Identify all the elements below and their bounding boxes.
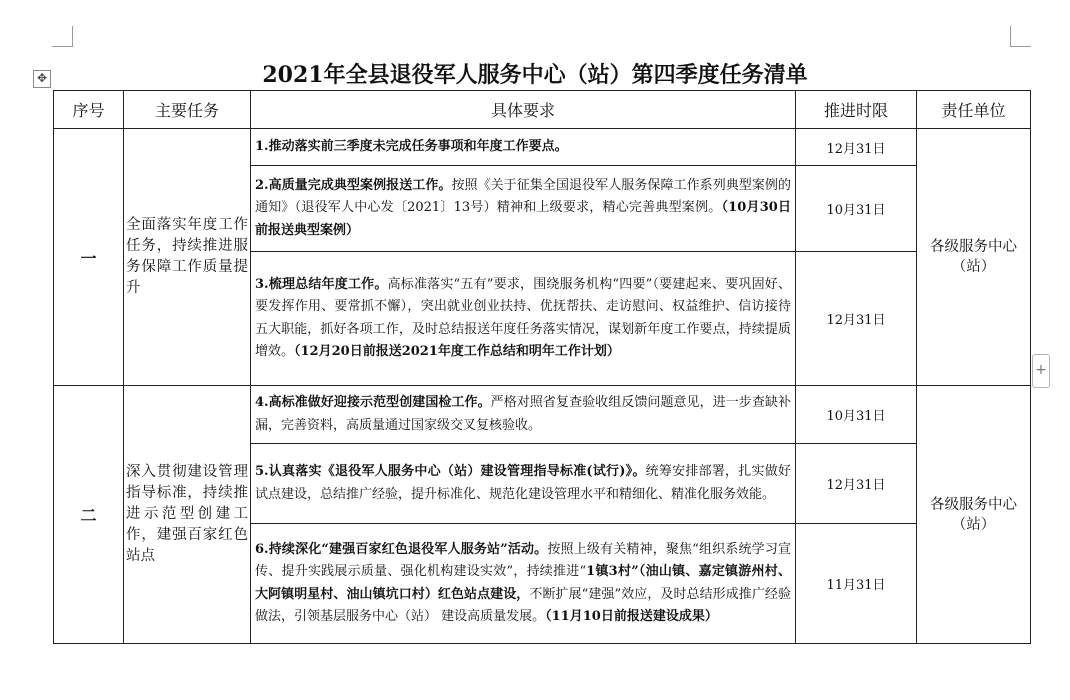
requirement-body: 严格对照省复查验收组反馈问题意见，进一步查缺补漏，完善资料，高质量通过国家级交叉复核验收。: [255, 395, 791, 433]
deadline-cell: 10月31日: [796, 166, 917, 252]
requirement-cell: [251, 524, 796, 644]
requirement-deadline-note: （10月30日前报送典型案例）: [255, 200, 791, 238]
table-header-row: [54, 91, 1031, 129]
table-move-handle-icon[interactable]: ✥: [33, 70, 51, 88]
deadline-cell: 12月31日: [796, 252, 917, 386]
requirement-cell: [251, 166, 796, 252]
requirement-deadline-note: （11月10日前报送建设成果）: [545, 609, 718, 624]
main-task-cell: 深入贯彻建设管理指导标准，持续推进示范型创建工作，建强百家红色站点: [124, 386, 251, 644]
crop-mark-top-left: [52, 26, 73, 47]
requirement-body: 高标准落实“五有”要求，围绕服务机构“四要”（要建起来、要巩固好、要发挥作用、要常抓不懈），突出就业创业扶持、优抚帮扶、走访慰问、权益维护、信访接待五大职能，抓好各项工作，及时总结报送年度任务落实情况，谋划新年度工作要点，持续提质增效。: [255, 276, 791, 359]
header-requirement: 具体要求: [251, 91, 796, 129]
header-main-task: 主要任务: [124, 91, 251, 129]
requirement-cell: [251, 129, 796, 166]
crop-mark-top-right: [1010, 26, 1031, 47]
deadline-cell: 12月31日: [796, 129, 917, 166]
requirement-heading: 1.推动落实前三季度未完成任务事项和年度工作要点。: [255, 138, 568, 154]
requirement-highlight: 1镇3村”（油山镇、嘉定镇游州村、大阿镇明星村、油山镇坑口村）红色站点建设，: [255, 564, 791, 602]
requirement-cell: [251, 386, 796, 444]
requirement-heading: 4.高标准做好迎接示范型创建国检工作。: [255, 395, 491, 410]
deadline-cell: 11月31日: [796, 524, 917, 644]
header-seq: 序号: [54, 91, 124, 129]
main-task-cell: 全面落实年度工作任务，持续推进服务保障工作质量提升: [124, 129, 251, 386]
requirement-heading: 2.高质量完成典型案例报送工作。: [255, 177, 452, 193]
document-title: 2021年全县退役军人服务中心（站）第四季度任务清单: [262, 62, 808, 88]
group-seq: 二: [54, 386, 124, 644]
header-deadline: 推进时限: [796, 91, 917, 129]
requirement-heading: 5.认真落实《退役军人服务中心（站）建设管理指导标准(试行)》。: [255, 464, 646, 479]
responsible-unit-cell: 各级服务中心（站）: [917, 129, 1031, 386]
table-row: [54, 386, 1031, 444]
header-unit: 责任单位: [917, 91, 1031, 129]
requirement-body: 按照《关于征集全国退役军人服务保障工作系列典型案例的通知》（退役军人中心发〔2021〕13号）精神和上级要求，精心完善典型案例。: [255, 177, 791, 216]
requirement-heading: 6.持续深化“建强百家红色退役军人服务站”活动。: [255, 541, 548, 557]
deadline-cell: 10月31日: [796, 386, 917, 444]
group-seq: 一: [54, 129, 124, 386]
requirement-body-continued: 不断扩展“建强”效应，及时总结形成推广经验做法，引领基层服务中心（站） 建设高质量发展。: [255, 586, 791, 624]
requirement-cell: [251, 444, 796, 524]
table-row: [54, 129, 1031, 166]
deadline-cell: 12月31日: [796, 444, 917, 524]
requirement-heading: 3.梳理总结年度工作。: [255, 276, 388, 292]
requirement-body: 按照上级有关精神，聚焦“组织系统学习宣传、提升实践展示质量、强化机构建设实效”，持续推进“: [255, 541, 791, 579]
add-row-icon[interactable]: +: [1032, 354, 1050, 388]
requirement-deadline-note: （12月20日前报送2021年度工作总结和明年工作计划）: [294, 344, 620, 359]
task-table: [53, 90, 1031, 644]
requirement-cell: [251, 252, 796, 386]
requirement-body: 统筹安排部署，扎实做好试点建设，总结推广经验，提升标准化、规范化建设管理水平和精细化、精准化服务效能。: [255, 464, 791, 502]
responsible-unit-cell: 各级服务中心（站）: [917, 386, 1031, 644]
